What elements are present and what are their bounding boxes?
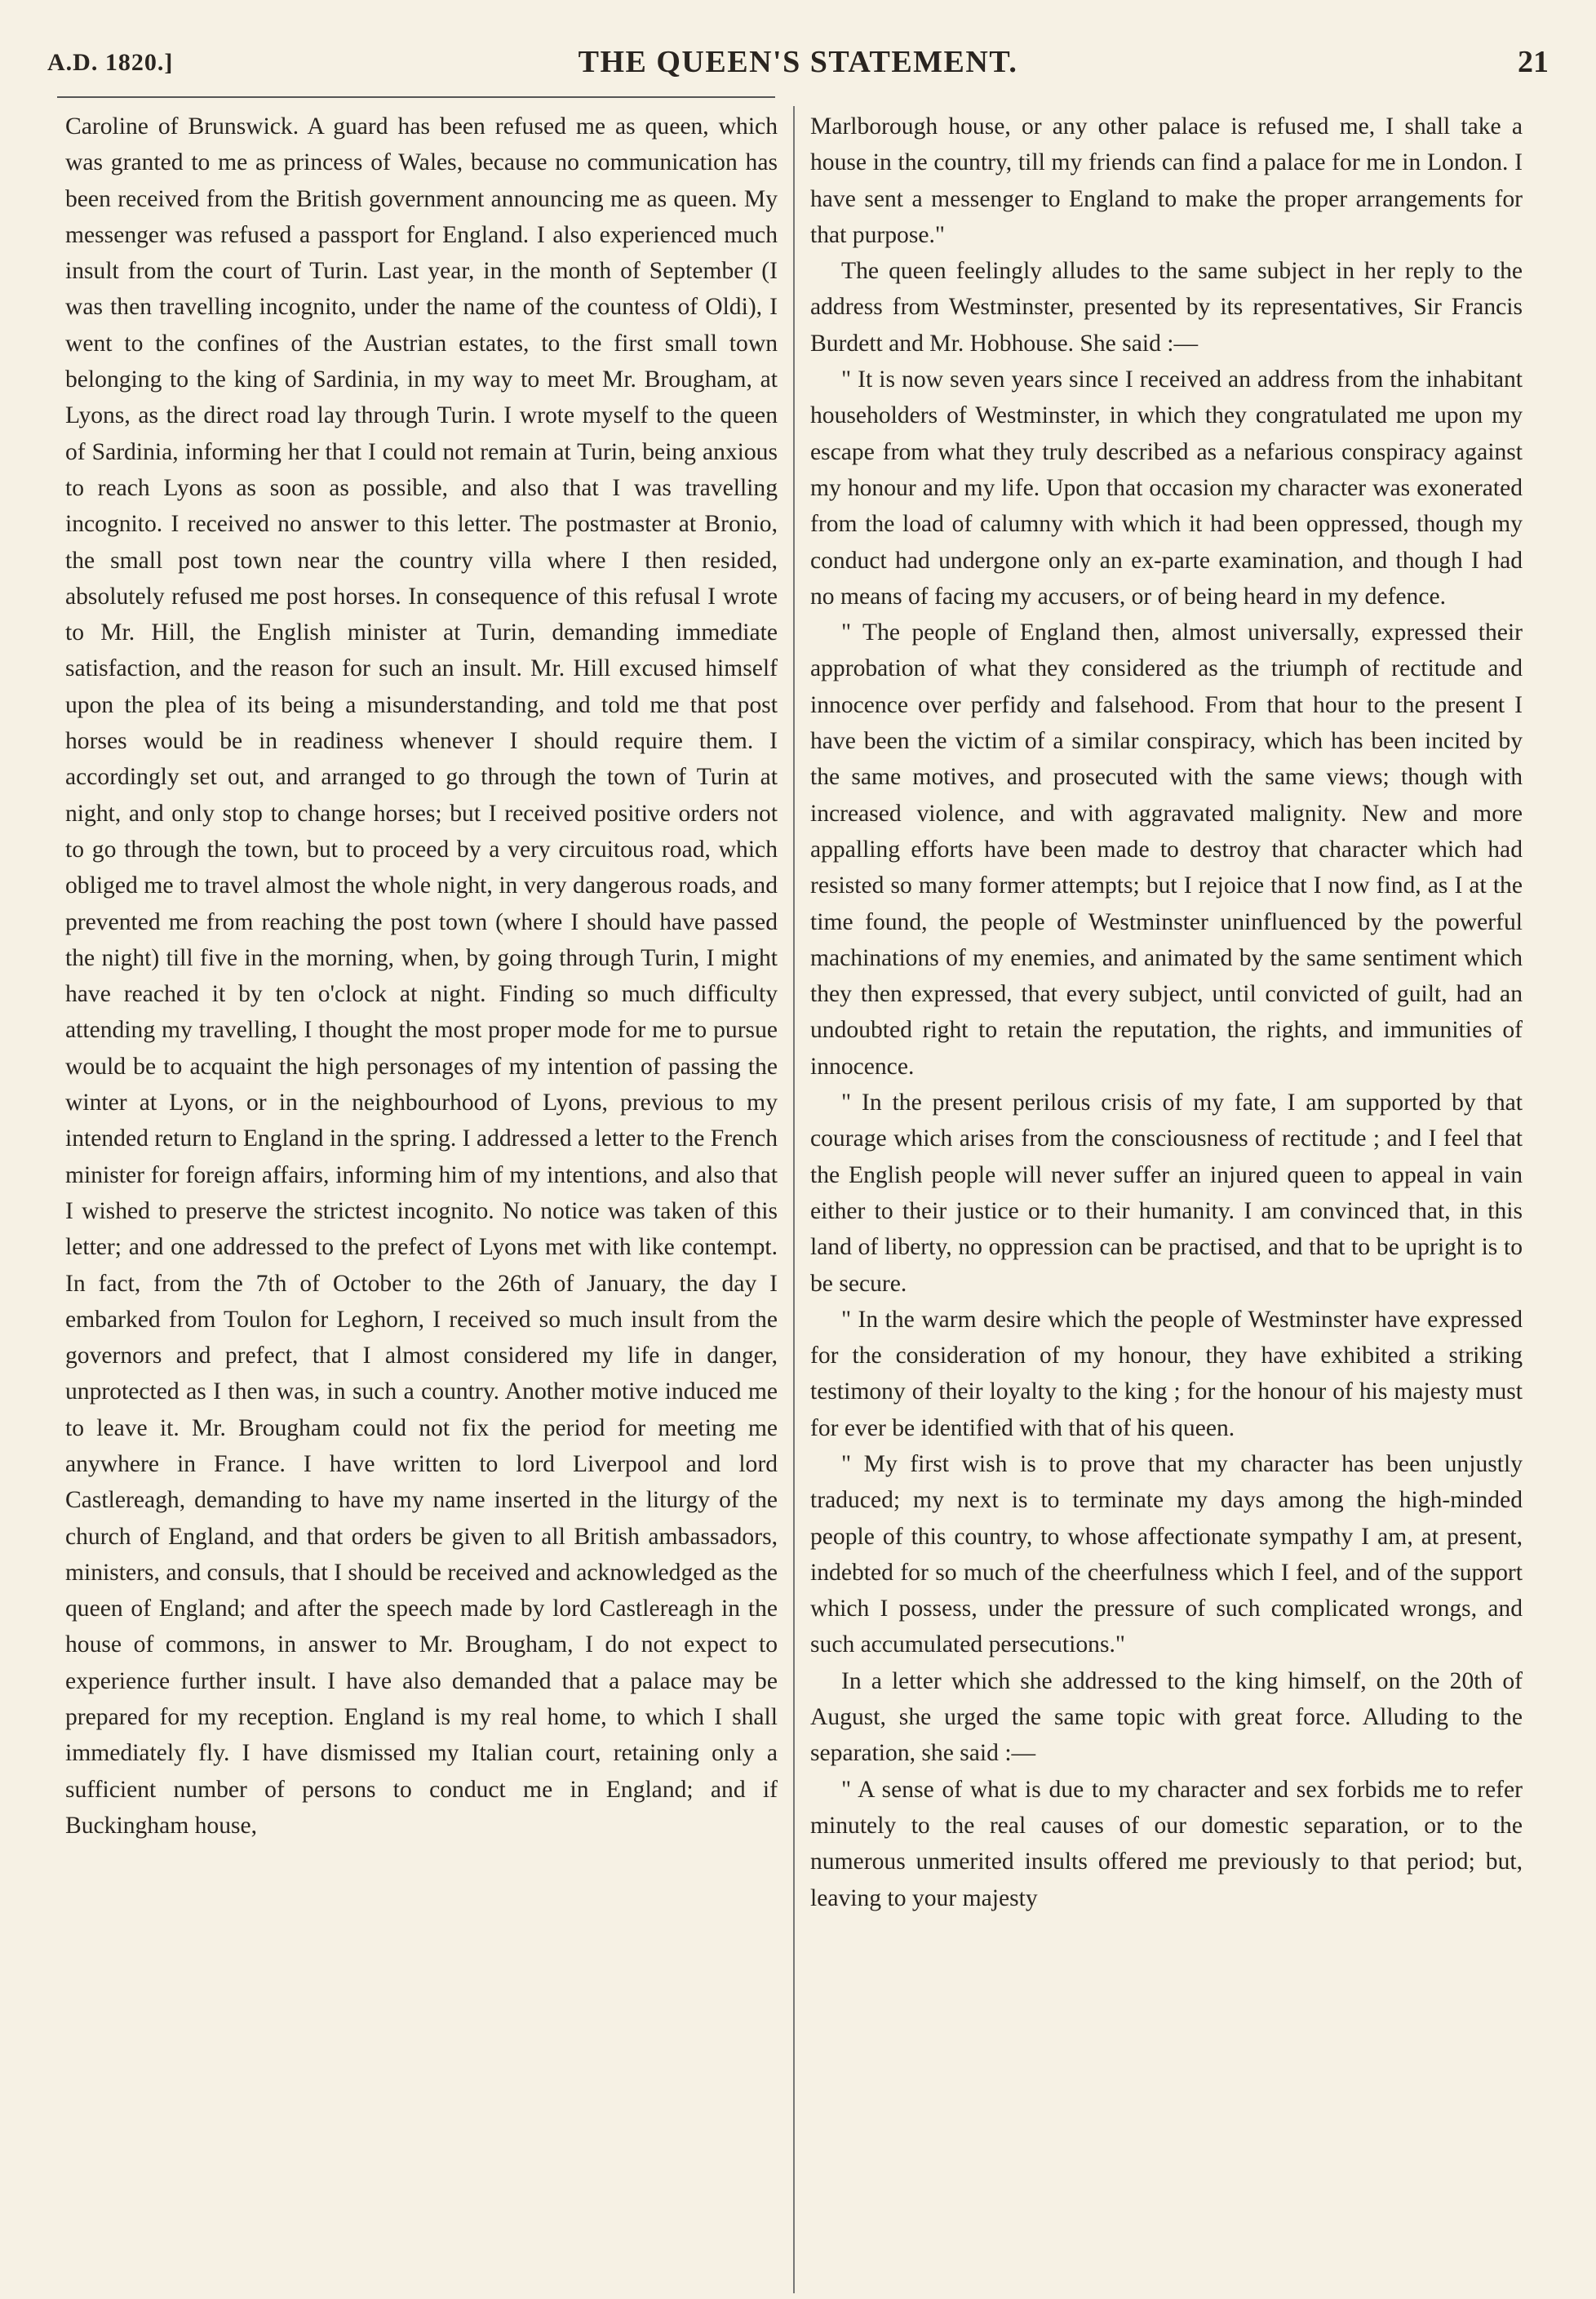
- paragraph: Marlborough house, or any other palace is refused me, I shall take a house in the country, till my friends can find a palace for me in London. I have sent a messenger to England to make the proper arrangements for that purpose.": [810, 113, 1523, 248]
- paragraph: " In the present perilous crisis of my fate, I am supported by that courage which arises from the consciousness of rectitude ; and I feel that the English people will never suffer an injured queen to appeal in vain either to their justice or to their humanity. I am convinced that, in this land of liberty, no oppression can be practised, and that to be upright is to be secure.: [810, 1090, 1523, 1297]
- running-header: [47, 42, 1549, 83]
- paragraph: Caroline of Brunswick. A guard has been refused me as queen, which was granted to me as princess of Wales, because no communication has been received from the British government announcing me as queen. My messenger was refused a passport for England. I also experienced much insult from the court of Turin. Last year, in the month of September (I was then travelling incognito, under the name of the countess of Oldi), I went to the confines of the Austrian estates, to the first small town belonging to the king of Sardinia, in my way to meet Mr. Brougham, at Lyons, as the direct road lay through Turin. I wrote myself to the queen of Sardinia, informing her that I could not remain at Turin, being anxious to reach Lyons as soon as possible, and also that I was travelling incognito. I received no answer to this letter. The postmaster at Bronio, the small post town near the country villa where I then resided, absolutely refused me post horses. In consequence of this refusal I wrote to Mr. Hill, the English minister at Turin, demanding immediate satisfaction, and the reason for such an insult. Mr. Hill excused himself upon the plea of its being a misunderstanding, and told me that post horses would be in readiness whenever I should require them. I accordingly set out, and arranged to go through the town of Turin at night, and only stop to change horses; but I received positive orders not to go through the town, but to proceed by a very circuitous road, which obliged me to travel almost the whole night, in very dangerous roads, and prevented me from reaching the post town (where I should have passed the night) till five in the morning, when, by going through Turin, I might have reached it by ten o'clock at night. Finding so much difficulty attending my travelling, I thought the most proper mode for me to pursue would be to acquaint the high personages of my intention of passing the winter at Lyons, or in the neighbourhood of Lyons, previous to my intended return to England in the spring. I addressed a letter to the French minister for foreign affairs, informing him of my intentions, and also that I wished to preserve the strictest incognito. No notice was taken of this letter; and one addressed to the prefect of Lyons met with like contempt. In fact, from the 7th of October to the 26th of January, the day I embarked from Toulon for Leghorn, I received so much insult from the governors and prefect, that I almost considered my life in danger, unprotected as I then was, in such a country. Another motive induced me to leave it. Mr. Brougham could not fix the period for meeting me anywhere in France. I have written to lord Liverpool and lord Castlereagh, demanding to have my name inserted in the liturgy of the church of England, and that orders be given to all British ambassadors, ministers, and consuls, that I should be received and acknowledged as the queen of England; and after the speech made by lord Castlereagh in the house of commons, in answer to Mr. Brougham, I do not expect to experience further insult. I have also demanded that a palace may be prepared for my reception. England is my real home, to which I shall immediately fly. I have dismissed my Italian court, retaining only a sufficient number of persons to conduct me in England; and if Buckingham house,: [65, 113, 778, 1839]
- header-title: THE QUEEN'S STATEMENT.: [578, 45, 1018, 79]
- paragraph: The queen feelingly alludes to the same subject in her reply to the address from Westminster, presented by its representatives, Sir Francis Burdett and Mr. Hobhouse. She said :—: [810, 258, 1523, 357]
- right-column: [810, 109, 1523, 2296]
- left-column: [65, 109, 778, 2296]
- paragraph: " A sense of what is due to my character and sex forbids me to refer minutely to the real causes of our domestic separation, or to the numerous unmerited insults offered me previously to that period; but, leaving to your majesty: [810, 1776, 1523, 1911]
- page-number: 21: [1518, 45, 1549, 79]
- paragraph: In a letter which she addressed to the king himself, on the 20th of August, she urged the same topic with great force. Alluding to the separation, she said :—: [810, 1667, 1523, 1767]
- paragraph: " The people of England then, almost universally, expressed their approbation of what they considered as the triumph of rectitude and innocence over perfidy and falsehood. From that hour to the present I have been the victim of a similar conspiracy, which has been incited by the same motives, and prosecuted with the same views; though with increased violence, and with aggravated malignity. New and more appalling efforts have been made to destroy that character which had resisted so many former attempts; but I rejoice that I now find, as I at the time found, the people of Westminster uninfluenced by the powerful machinations of my enemies, and animated by the same sentiment which they then expressed, that every subject, until convicted of guilt, had an undoubted right to retain the reputation, the rights, and immunities of innocence.: [810, 619, 1523, 1080]
- paragraph: " It is now seven years since I received an address from the inhabitant householders of Westminster, in which they congratulated me upon my escape from what they truly described as a nefarious conspiracy against my honour and my life. Upon that occasion my character was exonerated from the load of calumny with which it had been oppressed, though my conduct had undergone only an ex-parte examination, and though I had no means of facing my accusers, or of being heard in my defence.: [810, 366, 1523, 610]
- paragraph: " In the warm desire which the people of Westminster have expressed for the consideration of my honour, they have exhibited a striking testimony of their loyalty to the king ; for the honour of his majesty must for ever be identified with that of his queen.: [810, 1306, 1523, 1441]
- header-year: A.D. 1820.]: [47, 49, 174, 76]
- paragraph: " My first wish is to prove that my character has been unjustly traduced; my next is to terminate my days among the high-minded people of this country, to whose affectionate sympathy I am, at present, indebted for so much of the cheerfulness which I feel, and of the support which I possess, under the pressure of such complicated wrongs, and such accumulated persecutions.": [810, 1450, 1523, 1658]
- header-rule: [57, 96, 775, 98]
- column-divider: [793, 106, 795, 2293]
